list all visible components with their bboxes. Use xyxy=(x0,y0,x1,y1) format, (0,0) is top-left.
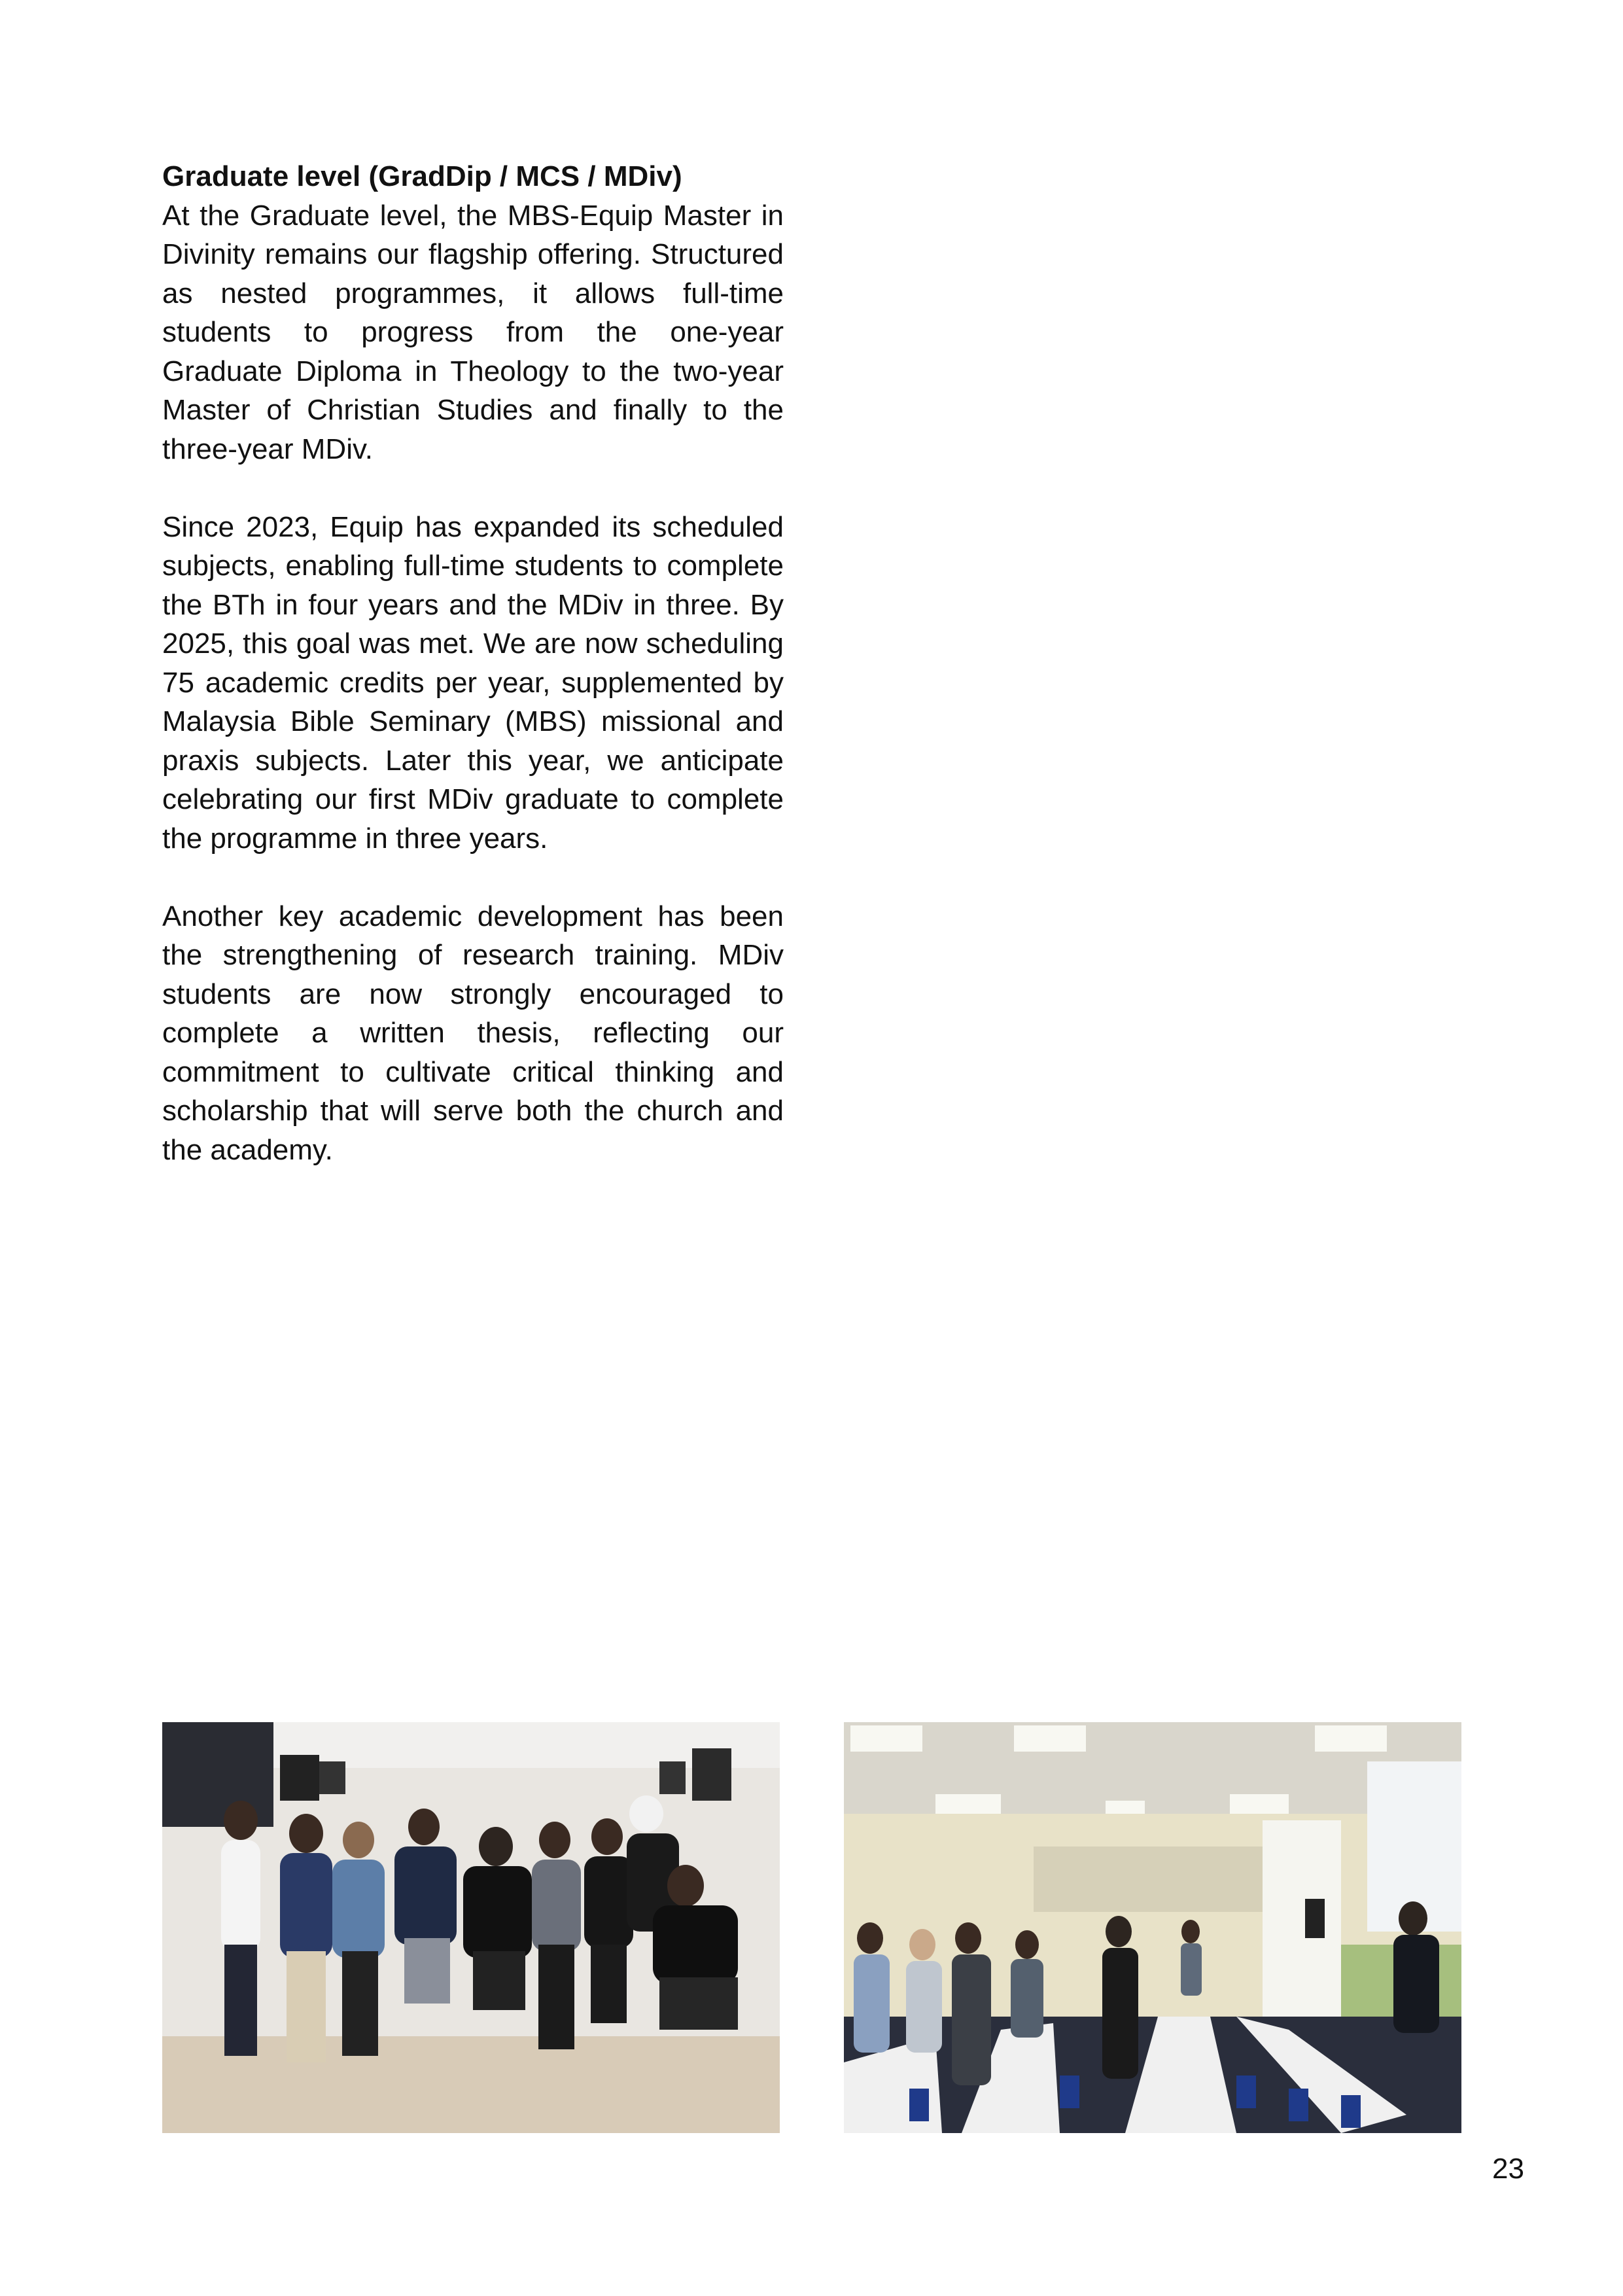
text-column xyxy=(162,157,784,1209)
classroom-photo-image xyxy=(844,1722,1461,2133)
page-number: 23 xyxy=(1492,2153,1524,2185)
paragraph-graduate-level: At the Graduate level, the MBS-Equip Master in Divinity remains our flagship offering. Structured as nested programmes, it allows full-time students to progress from the one-year Graduate Diploma in Theology to the two-year Master of Christian Studies and finally to the three-year MDiv. xyxy=(162,199,784,465)
group-photo-image xyxy=(162,1722,780,2133)
paragraph-research-training: Another key academic development has been the strengthening of research training. MDiv students are now strongly encouraged to complete a written thesis, reflecting our commitment to cultivate critical thinking and scholarship that will serve both the church and the academy. xyxy=(162,900,784,1166)
section-heading: Graduate level (GradDip / MCS / MDiv) xyxy=(162,160,682,192)
paragraph-since-2023: Since 2023, Equip has expanded its scheduled subjects, enabling full-time students to complete the BTh in four years and the MDiv in three. By 2025, this goal was met. We are now scheduling 75 academic credits per year, supplemented by Malaysia Bible Seminary (MBS) missional and praxis subjects. Later this year, we anticipate celebrating our first MDiv graduate to complete the programme in three years. xyxy=(162,510,784,855)
